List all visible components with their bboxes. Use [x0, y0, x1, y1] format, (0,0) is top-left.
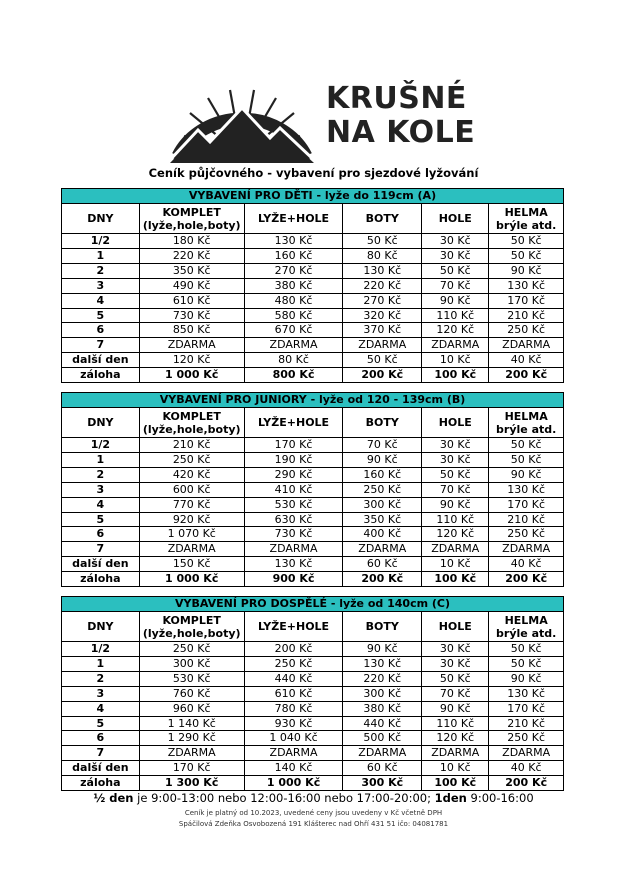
opening-hours — [0, 791, 627, 805]
full-day-text: 9:00-16:00 — [466, 791, 534, 805]
price-cell: 350 Kč — [139, 263, 244, 278]
column-header: BOTY — [343, 612, 422, 642]
price-cell: 70 Kč — [422, 278, 489, 293]
deposit-row — [62, 776, 564, 791]
deposit-cell: 800 Kč — [244, 368, 343, 383]
price-cell: 70 Kč — [422, 686, 489, 701]
deposit-row — [62, 572, 564, 587]
price-cell: 60 Kč — [343, 557, 422, 572]
price-cell: 250 Kč — [139, 642, 244, 657]
day-cell: další den — [62, 557, 140, 572]
table-row — [62, 263, 564, 278]
brand-name — [326, 82, 475, 150]
price-cell: 50 Kč — [489, 452, 564, 467]
day-cell: 6 — [62, 323, 140, 338]
price-cell: 40 Kč — [489, 761, 564, 776]
price-cell: 110 Kč — [422, 512, 489, 527]
price-cell: 40 Kč — [489, 353, 564, 368]
day-cell: 3 — [62, 686, 140, 701]
column-header: KOMPLET (lyže,hole,boty) — [139, 204, 244, 234]
table-row — [62, 542, 564, 557]
price-cell: 1 290 Kč — [139, 731, 244, 746]
deposit-cell: 300 Kč — [343, 776, 422, 791]
price-table-children — [61, 188, 564, 383]
price-cell: 300 Kč — [139, 656, 244, 671]
price-cell: 180 Kč — [139, 234, 244, 249]
deposit-label: záloha — [62, 776, 140, 791]
column-header: HELMA brýle atd. — [489, 204, 564, 234]
price-cell: 10 Kč — [422, 761, 489, 776]
price-cell: 850 Kč — [139, 323, 244, 338]
price-cell: 30 Kč — [422, 452, 489, 467]
price-cell: 30 Kč — [422, 248, 489, 263]
half-day-text: je 9:00-13:00 nebo 12:00-16:00 nebo 17:00-20:00; — [133, 791, 435, 805]
price-cell: 200 Kč — [244, 642, 343, 657]
price-table-juniors — [61, 392, 564, 587]
column-header: LYŽE+HOLE — [244, 612, 343, 642]
day-cell: 1 — [62, 452, 140, 467]
price-cell: 130 Kč — [244, 557, 343, 572]
price-cell: 150 Kč — [139, 557, 244, 572]
price-cell: 80 Kč — [343, 248, 422, 263]
table-row — [62, 731, 564, 746]
price-cell: ZDARMA — [422, 542, 489, 557]
brand-line-2: NA KOLE — [326, 115, 476, 150]
price-cell: 480 Kč — [244, 293, 343, 308]
price-cell: 220 Kč — [139, 248, 244, 263]
day-cell: 7 — [62, 746, 140, 761]
deposit-cell: 200 Kč — [343, 368, 422, 383]
table-row — [62, 761, 564, 776]
price-cell: ZDARMA — [139, 746, 244, 761]
deposit-label: záloha — [62, 368, 140, 383]
price-cell: 50 Kč — [343, 234, 422, 249]
price-cell: 600 Kč — [139, 482, 244, 497]
day-cell: 5 — [62, 308, 140, 323]
column-header: DNY — [62, 204, 140, 234]
price-cell: 50 Kč — [422, 671, 489, 686]
price-cell: 70 Kč — [343, 438, 422, 453]
price-cell: 220 Kč — [343, 671, 422, 686]
day-cell: 1/2 — [62, 438, 140, 453]
price-cell: 370 Kč — [343, 323, 422, 338]
price-cell: 400 Kč — [343, 527, 422, 542]
price-cell: 170 Kč — [489, 293, 564, 308]
brand-line-1: KRUŠNÉ — [326, 81, 467, 116]
table-row — [62, 338, 564, 353]
price-cell: 90 Kč — [489, 263, 564, 278]
price-cell: 760 Kč — [139, 686, 244, 701]
deposit-row — [62, 368, 564, 383]
price-cell: ZDARMA — [489, 746, 564, 761]
column-header: LYŽE+HOLE — [244, 408, 343, 438]
price-cell: 530 Kč — [244, 497, 343, 512]
price-cell: 160 Kč — [244, 248, 343, 263]
table-row — [62, 686, 564, 701]
price-cell: 90 Kč — [489, 467, 564, 482]
price-cell: 170 Kč — [489, 497, 564, 512]
day-cell: další den — [62, 761, 140, 776]
column-header-row — [62, 204, 564, 234]
price-cell: 610 Kč — [139, 293, 244, 308]
day-cell: 7 — [62, 542, 140, 557]
price-cell: 610 Kč — [244, 686, 343, 701]
price-cell: 490 Kč — [139, 278, 244, 293]
price-cell: 10 Kč — [422, 353, 489, 368]
price-cell: 130 Kč — [244, 234, 343, 249]
table-row — [62, 671, 564, 686]
table-title: VYBAVENÍ PRO JUNIORY - lyže od 120 - 139cm (B) — [62, 393, 564, 408]
price-cell: 130 Kč — [489, 482, 564, 497]
price-cell: 120 Kč — [422, 323, 489, 338]
price-cell: 440 Kč — [343, 716, 422, 731]
price-cell: ZDARMA — [244, 542, 343, 557]
price-cell: 50 Kč — [489, 438, 564, 453]
price-cell: 10 Kč — [422, 557, 489, 572]
table-row — [62, 716, 564, 731]
price-cell: 250 Kč — [139, 452, 244, 467]
price-cell: 580 Kč — [244, 308, 343, 323]
day-cell: 6 — [62, 731, 140, 746]
price-cell: 140 Kč — [244, 761, 343, 776]
price-cell: 120 Kč — [422, 527, 489, 542]
table-row — [62, 452, 564, 467]
price-cell: 130 Kč — [489, 278, 564, 293]
deposit-cell: 200 Kč — [489, 368, 564, 383]
price-cell: 500 Kč — [343, 731, 422, 746]
price-cell: 250 Kč — [489, 527, 564, 542]
price-cell: 770 Kč — [139, 497, 244, 512]
table-row — [62, 467, 564, 482]
price-table-adults — [61, 596, 564, 791]
table-title: VYBAVENÍ PRO DOSPĚLÉ - lyže od 140cm (C) — [62, 597, 564, 612]
price-cell: 80 Kč — [244, 353, 343, 368]
price-cell: 120 Kč — [139, 353, 244, 368]
price-cell: 110 Kč — [422, 716, 489, 731]
deposit-cell: 100 Kč — [422, 776, 489, 791]
price-cell: 730 Kč — [139, 308, 244, 323]
day-cell: 4 — [62, 293, 140, 308]
price-cell: 60 Kč — [343, 761, 422, 776]
column-header: HELMA brýle atd. — [489, 612, 564, 642]
price-cell: 30 Kč — [422, 438, 489, 453]
day-cell: 1/2 — [62, 642, 140, 657]
price-cell: 270 Kč — [244, 263, 343, 278]
table-row — [62, 438, 564, 453]
price-cell: 350 Kč — [343, 512, 422, 527]
day-cell: 2 — [62, 671, 140, 686]
deposit-cell: 1 300 Kč — [139, 776, 244, 791]
price-cell: 960 Kč — [139, 701, 244, 716]
price-cell: ZDARMA — [244, 338, 343, 353]
deposit-cell: 900 Kč — [244, 572, 343, 587]
price-cell: 1 040 Kč — [244, 731, 343, 746]
table-title-row — [62, 393, 564, 408]
price-cell: 380 Kč — [244, 278, 343, 293]
price-cell: 410 Kč — [244, 482, 343, 497]
day-cell: další den — [62, 353, 140, 368]
day-cell: 7 — [62, 338, 140, 353]
day-cell: 1 — [62, 656, 140, 671]
price-cell: 320 Kč — [343, 308, 422, 323]
price-cell: 90 Kč — [422, 497, 489, 512]
deposit-cell: 100 Kč — [422, 368, 489, 383]
table-row — [62, 701, 564, 716]
price-cell: 210 Kč — [139, 438, 244, 453]
price-cell: 130 Kč — [343, 263, 422, 278]
day-cell: 5 — [62, 716, 140, 731]
price-cell: 30 Kč — [422, 234, 489, 249]
price-cell: 190 Kč — [244, 452, 343, 467]
price-cell: 1 140 Kč — [139, 716, 244, 731]
table-title-row — [62, 189, 564, 204]
price-cell: 90 Kč — [489, 671, 564, 686]
column-header: HOLE — [422, 204, 489, 234]
table-row — [62, 293, 564, 308]
price-cell: 30 Kč — [422, 642, 489, 657]
price-cell: 90 Kč — [422, 701, 489, 716]
deposit-cell: 200 Kč — [489, 776, 564, 791]
table-title-row — [62, 597, 564, 612]
deposit-cell: 1 000 Kč — [139, 368, 244, 383]
column-header: HOLE — [422, 612, 489, 642]
half-day-label: ½ den — [93, 791, 134, 805]
table-row — [62, 278, 564, 293]
price-cell: ZDARMA — [343, 542, 422, 557]
table-row — [62, 642, 564, 657]
price-cell: 70 Kč — [422, 482, 489, 497]
table-row — [62, 482, 564, 497]
column-header: BOTY — [343, 204, 422, 234]
column-header: KOMPLET (lyže,hole,boty) — [139, 612, 244, 642]
price-cell: 110 Kč — [422, 308, 489, 323]
price-cell: 1 070 Kč — [139, 527, 244, 542]
price-cell: 50 Kč — [489, 656, 564, 671]
price-cell: 270 Kč — [343, 293, 422, 308]
table-row — [62, 656, 564, 671]
price-cell: 420 Kč — [139, 467, 244, 482]
price-cell: ZDARMA — [139, 542, 244, 557]
price-cell: 160 Kč — [343, 467, 422, 482]
price-cell: 30 Kč — [422, 656, 489, 671]
column-header: DNY — [62, 408, 140, 438]
price-cell: 90 Kč — [343, 642, 422, 657]
table-row — [62, 323, 564, 338]
price-cell: 250 Kč — [489, 323, 564, 338]
price-cell: 50 Kč — [422, 263, 489, 278]
table-row — [62, 512, 564, 527]
deposit-label: záloha — [62, 572, 140, 587]
deposit-cell: 200 Kč — [489, 572, 564, 587]
price-cell: 210 Kč — [489, 512, 564, 527]
price-cell: 300 Kč — [343, 497, 422, 512]
full-day-label: 1den — [434, 791, 467, 805]
column-header: KOMPLET (lyže,hole,boty) — [139, 408, 244, 438]
day-cell: 3 — [62, 482, 140, 497]
price-cell: ZDARMA — [422, 338, 489, 353]
price-cell: 170 Kč — [139, 761, 244, 776]
price-cell: 380 Kč — [343, 701, 422, 716]
price-cell: 220 Kč — [343, 278, 422, 293]
table-row — [62, 497, 564, 512]
price-cell: ZDARMA — [422, 746, 489, 761]
day-cell: 5 — [62, 512, 140, 527]
price-cell: 440 Kč — [244, 671, 343, 686]
price-cell: 50 Kč — [489, 234, 564, 249]
wheel-mountain-icon — [170, 90, 314, 163]
price-cell: 90 Kč — [343, 452, 422, 467]
price-cell: ZDARMA — [489, 542, 564, 557]
price-cell: 50 Kč — [422, 467, 489, 482]
price-cell: 630 Kč — [244, 512, 343, 527]
price-validity-note: Ceník je platný od 10.2023, uvedené ceny jsou uvedeny v Kč včetně DPH — [184, 809, 443, 817]
column-header: LYŽE+HOLE — [244, 204, 343, 234]
price-cell: ZDARMA — [489, 338, 564, 353]
column-header-row — [62, 612, 564, 642]
deposit-cell: 1 000 Kč — [244, 776, 343, 791]
day-cell: 6 — [62, 527, 140, 542]
table-row — [62, 234, 564, 249]
day-cell: 4 — [62, 701, 140, 716]
price-cell: ZDARMA — [244, 746, 343, 761]
deposit-cell: 100 Kč — [422, 572, 489, 587]
column-header: DNY — [62, 612, 140, 642]
table-row — [62, 248, 564, 263]
price-cell: 250 Kč — [489, 731, 564, 746]
table-row — [62, 308, 564, 323]
table-row — [62, 353, 564, 368]
column-header: HELMA brýle atd. — [489, 408, 564, 438]
price-cell: 250 Kč — [244, 656, 343, 671]
price-cell: 530 Kč — [139, 671, 244, 686]
table-row — [62, 527, 564, 542]
price-cell: 250 Kč — [343, 482, 422, 497]
price-cell: 780 Kč — [244, 701, 343, 716]
column-header: HOLE — [422, 408, 489, 438]
day-cell: 2 — [62, 263, 140, 278]
price-cell: 210 Kč — [489, 308, 564, 323]
price-cell: 670 Kč — [244, 323, 343, 338]
column-header-row — [62, 408, 564, 438]
table-row — [62, 746, 564, 761]
price-cell: ZDARMA — [139, 338, 244, 353]
price-cell: 90 Kč — [422, 293, 489, 308]
price-cell: 920 Kč — [139, 512, 244, 527]
price-cell: 130 Kč — [489, 686, 564, 701]
price-cell: 50 Kč — [489, 642, 564, 657]
price-cell: 50 Kč — [489, 248, 564, 263]
column-header: BOTY — [343, 408, 422, 438]
price-cell: ZDARMA — [343, 746, 422, 761]
day-cell: 4 — [62, 497, 140, 512]
table-title: VYBAVENÍ PRO DĚTI - lyže do 119cm (A) — [62, 189, 564, 204]
deposit-cell: 1 000 Kč — [139, 572, 244, 587]
price-cell: 40 Kč — [489, 557, 564, 572]
price-cell: 170 Kč — [244, 438, 343, 453]
price-cell: 730 Kč — [244, 527, 343, 542]
price-cell: ZDARMA — [343, 338, 422, 353]
price-cell: 930 Kč — [244, 716, 343, 731]
price-cell: 210 Kč — [489, 716, 564, 731]
day-cell: 1/2 — [62, 234, 140, 249]
day-cell: 1 — [62, 248, 140, 263]
day-cell: 2 — [62, 467, 140, 482]
table-row — [62, 557, 564, 572]
page-title: Ceník půjčovného - vybavení pro sjezdové lyžování — [148, 166, 479, 180]
deposit-cell: 200 Kč — [343, 572, 422, 587]
company-info: Spáčilová Zdeňka Osvobozená 191 Klášterec nad Ohří 431 51 ičo: 04081781 — [178, 820, 449, 828]
day-cell: 3 — [62, 278, 140, 293]
price-cell: 50 Kč — [343, 353, 422, 368]
price-cell: 120 Kč — [422, 731, 489, 746]
price-cell: 290 Kč — [244, 467, 343, 482]
price-cell: 130 Kč — [343, 656, 422, 671]
price-cell: 170 Kč — [489, 701, 564, 716]
price-cell: 300 Kč — [343, 686, 422, 701]
